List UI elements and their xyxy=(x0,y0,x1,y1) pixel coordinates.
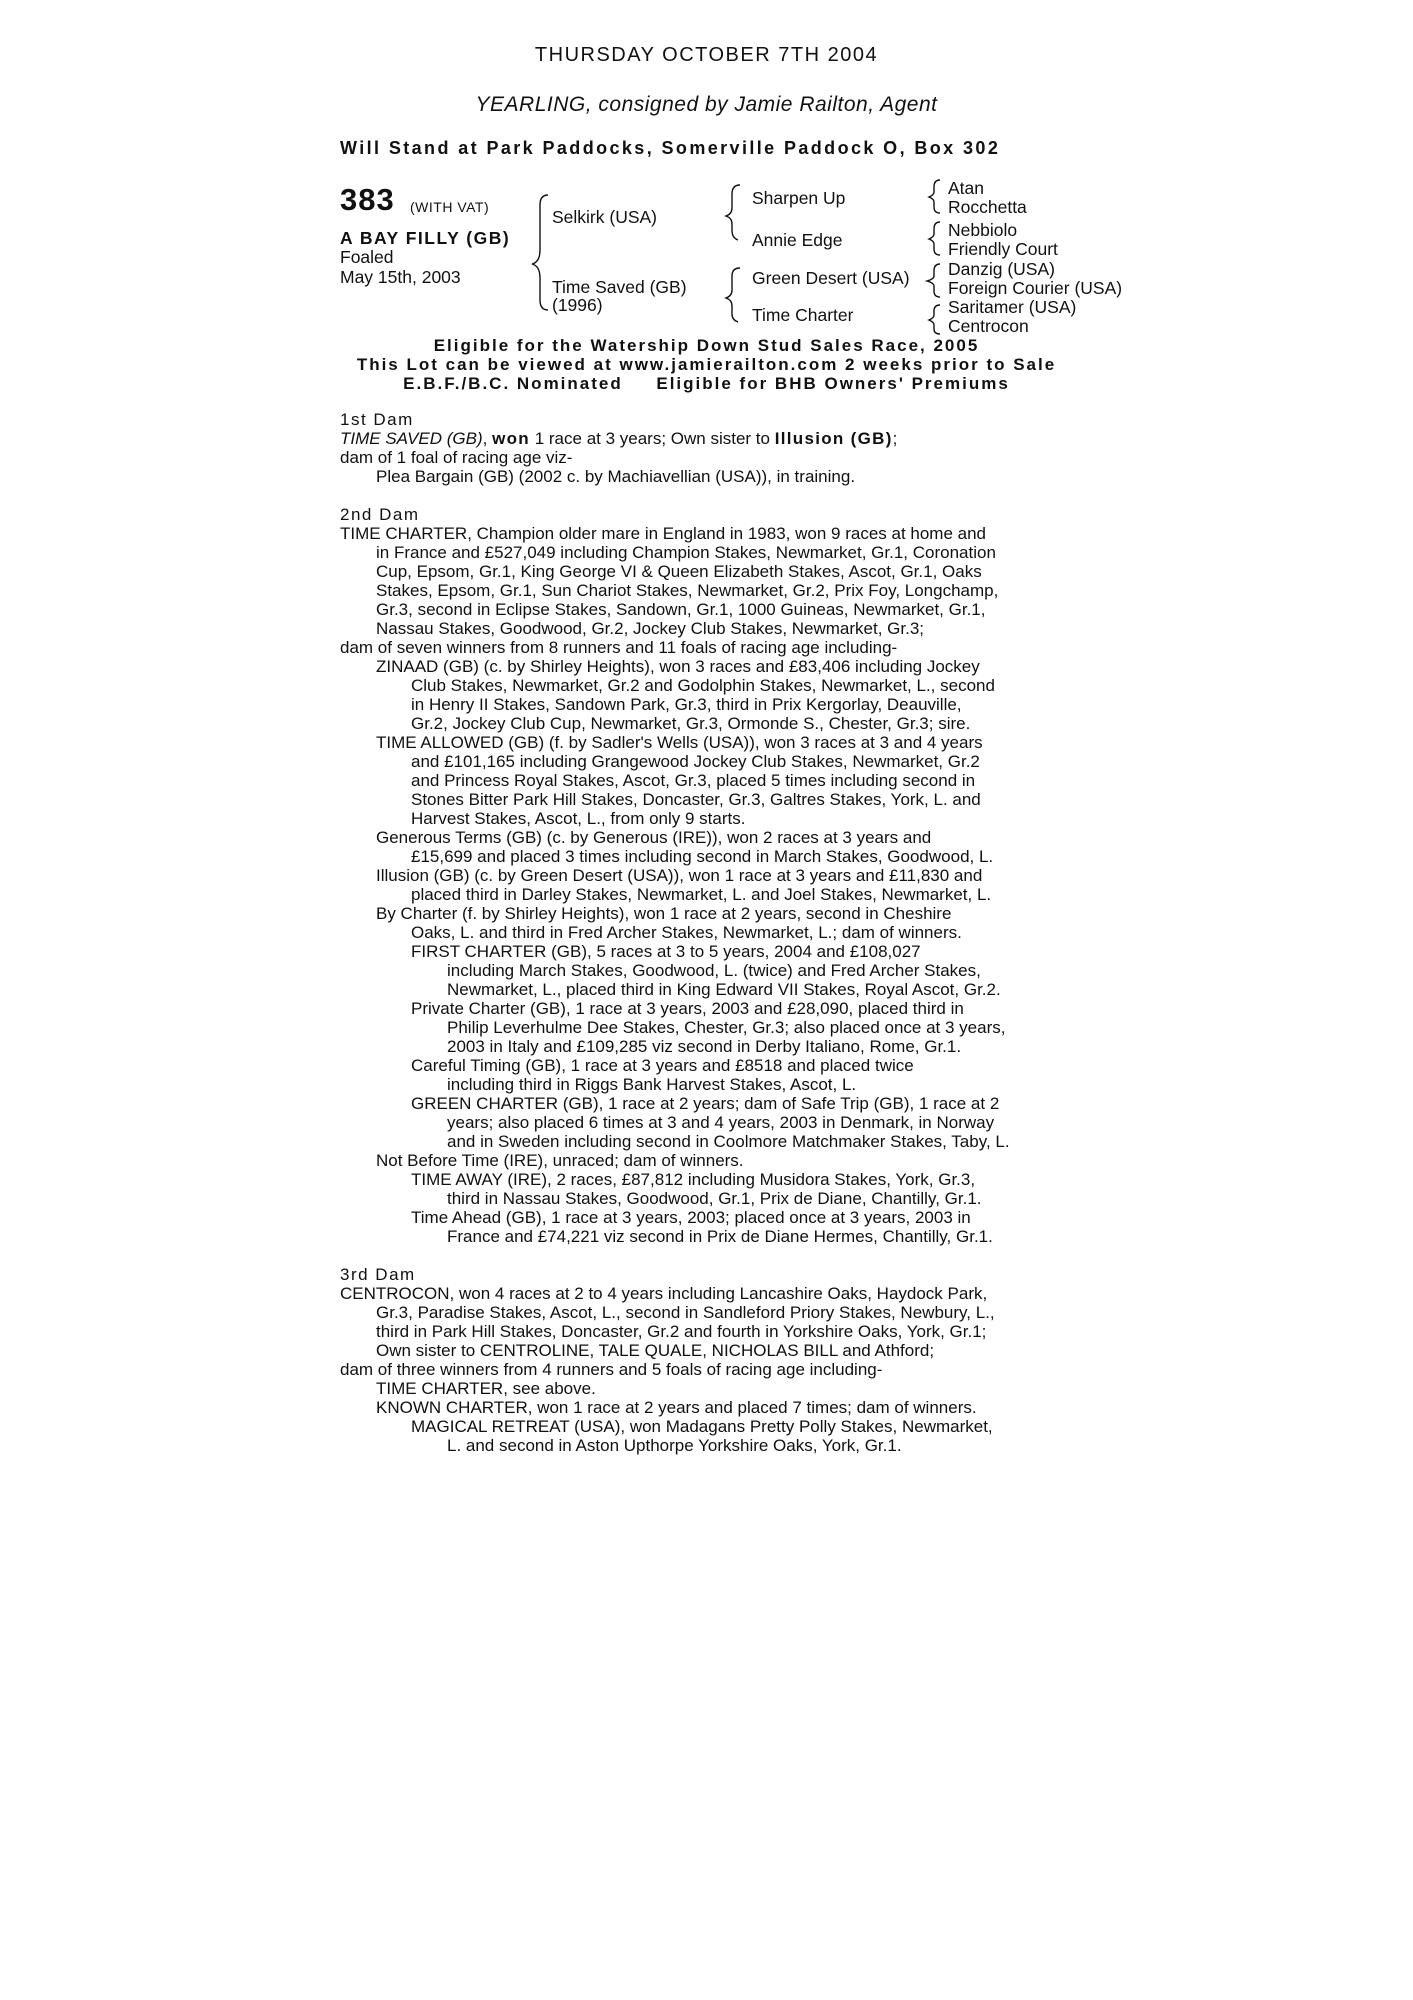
second-dam-line: Stakes, Epsom, Gr.1, Sun Chariot Stakes, Newmarket, Gr.2, Prix Foy, Longchamp, xyxy=(376,581,999,600)
second-dam-line: Private Charter (GB), 1 race at 3 years, 2003 and £28,090, placed third in xyxy=(411,999,964,1018)
second-dam-line: By Charter (f. by Shirley Heights), won 1 race at 2 years, second in Cheshire xyxy=(376,904,952,923)
second-dam-line: ZINAAD (GB) (c. by Shirley Heights), won 3 races and £83,406 including Jockey xyxy=(376,657,980,676)
bracket-dam xyxy=(726,268,740,322)
second-dam-line: Nassau Stakes, Goodwood, Gr.2, Jockey Club Stakes, Newmarket, Gr.3; xyxy=(376,619,925,638)
pedigree-brackets xyxy=(0,0,1413,340)
dam-name: Time Saved (GB) xyxy=(552,277,687,297)
second-dam-line: Newmarket, L., placed third in King Edward VII Stakes, Royal Ascot, Gr.2. xyxy=(447,980,1001,999)
ggp-3: Nebbiolo xyxy=(948,220,1018,240)
second-dam-line: Time Ahead (GB), 1 race at 3 years, 2003; placed once at 3 years, 2003 in xyxy=(411,1208,971,1227)
second-dam-line: Not Before Time (IRE), unraced; dam of winners. xyxy=(376,1151,744,1170)
second-dam-line: TIME AWAY (IRE), 2 races, £87,812 including Musidora Stakes, York, Gr.3, xyxy=(411,1170,976,1189)
dam-sire: Green Desert (USA) xyxy=(752,268,910,288)
second-dam-line: Generous Terms (GB) (c. by Generous (IRE)), won 2 races at 3 years and xyxy=(376,828,932,847)
sire-sire: Sharpen Up xyxy=(752,188,846,208)
third-dam-line: MAGICAL RETREAT (USA), won Madagans Pretty Polly Stakes, Newmarket, xyxy=(411,1417,993,1436)
third-dam-line: dam of three winners from 4 runners and 5 foals of racing age including- xyxy=(340,1360,883,1379)
third-dam-heading: 3rd Dam xyxy=(340,1265,416,1284)
second-dam-line: including third in Riggs Bank Harvest Stakes, Ascot, L. xyxy=(447,1075,857,1094)
first-dam-line: TIME SAVED (GB), won 1 race at 3 years; Own sister to Illusion (GB); xyxy=(340,429,898,448)
foaled-date: May 15th, 2003 xyxy=(340,267,461,287)
second-dam-line: including March Stakes, Goodwood, L. (twice) and Fred Archer Stakes, xyxy=(447,961,981,980)
ggp-6: Foreign Courier (USA) xyxy=(948,278,1123,298)
stand-location: Will Stand at Park Paddocks, Somerville Paddock O, Box 302 xyxy=(340,138,1001,158)
third-dam-line: Own sister to CENTROLINE, TALE QUALE, NICHOLAS BILL and Athford; xyxy=(376,1341,935,1360)
second-dam-line: third in Nassau Stakes, Goodwood, Gr.1, Prix de Diane, Chantilly, Gr.1. xyxy=(447,1189,982,1208)
second-dam-line: and in Sweden including second in Coolmore Matchmaker Stakes, Taby, L. xyxy=(447,1132,1010,1151)
second-dam-line: Cup, Epsom, Gr.1, King George VI & Queen Elizabeth Stakes, Ascot, Gr.1, Oaks xyxy=(376,562,982,581)
ggp-7: Saritamer (USA) xyxy=(948,297,1077,317)
third-dam-line: KNOWN CHARTER, won 1 race at 2 years and placed 7 times; dam of winners. xyxy=(376,1398,977,1417)
second-dam-line: in Henry II Stakes, Sandown Park, Gr.3, third in Prix Kergorlay, Deauville, xyxy=(411,695,962,714)
second-dam-line: France and £74,221 viz second in Prix de Diane Hermes, Chantilly, Gr.1. xyxy=(447,1227,993,1246)
third-dam-line: Gr.3, Paradise Stakes, Ascot, L., second in Sandleford Priory Stakes, Newbury, L., xyxy=(376,1303,995,1322)
third-dam-line: L. and second in Aston Upthorpe Yorkshire Oaks, York, Gr.1. xyxy=(447,1436,902,1455)
second-dam-line: Careful Timing (GB), 1 race at 3 years and £8518 and placed twice xyxy=(411,1056,914,1075)
second-dam-line: placed third in Darley Stakes, Newmarket, L. and Joel Stakes, Newmarket, L. xyxy=(411,885,992,904)
note-viewing: This Lot can be viewed at www.jamierailton.com 2 weeks prior to Sale xyxy=(356,355,1057,374)
lot-number: 383 xyxy=(340,182,395,217)
first-dam-line: dam of 1 foal of racing age viz- xyxy=(340,448,573,467)
third-dam-line: TIME CHARTER, see above. xyxy=(376,1379,596,1398)
third-dam-line: CENTROCON, won 4 races at 2 to 4 years including Lancashire Oaks, Haydock Park, xyxy=(340,1284,988,1303)
pedigree-table xyxy=(0,0,1413,340)
second-dam-line: and Princess Royal Stakes, Ascot, Gr.3, placed 5 times including second in xyxy=(411,771,976,790)
consignment-line: YEARLING, consigned by Jamie Railton, Agent xyxy=(475,93,938,116)
second-dam-line: 2003 in Italy and £109,285 viz second in Derby Italiano, Rome, Gr.1. xyxy=(447,1037,962,1056)
second-dam-line: and £101,165 including Grangewood Jockey Club Stakes, Newmarket, Gr.2 xyxy=(411,752,980,771)
dam-name-italic: TIME SAVED (GB) xyxy=(340,429,483,448)
second-dam-line: TIME CHARTER, Champion older mare in England in 1983, won 9 races at home and xyxy=(340,524,987,543)
second-dam-line: FIRST CHARTER (GB), 5 races at 3 to 5 years, 2004 and £108,027 xyxy=(411,942,921,961)
dam-year: (1996) xyxy=(552,295,603,315)
second-dam-line: Gr.3, second in Eclipse Stakes, Sandown, Gr.1, 1000 Guineas, Newmarket, Gr.1, xyxy=(376,600,986,619)
lot-description: A BAY FILLY (GB) xyxy=(340,228,511,248)
second-dam-line: in France and £527,049 including Champion Stakes, Newmarket, Gr.1, Coronation xyxy=(376,543,996,562)
bracket-ggp-3 xyxy=(927,264,940,297)
third-dam-line: third in Park Hill Stakes, Doncaster, Gr.2 and fourth in Yorkshire Oaks, York, Gr.1; xyxy=(376,1322,987,1341)
dam-dam: Time Charter xyxy=(752,305,854,325)
sale-notes xyxy=(0,336,1413,393)
second-dam-line: dam of seven winners from 8 runners and 11 foals of racing age including- xyxy=(340,638,898,657)
ggp-4: Friendly Court xyxy=(948,239,1058,259)
second-dam-heading: 2nd Dam xyxy=(340,505,420,524)
note-nominations: E.B.F./B.C. Nominated Eligible for BHB Owners' Premiums xyxy=(403,374,1010,393)
bracket-sire xyxy=(726,185,740,240)
vat-note: (WITH VAT) xyxy=(410,199,490,215)
bracket-ggp-2 xyxy=(929,222,940,255)
first-dam-heading: 1st Dam xyxy=(340,410,414,429)
bracket-ggp-1 xyxy=(929,180,940,213)
second-dam-line: TIME ALLOWED (GB) (f. by Sadler's Wells (USA)), won 3 races at 3 and 4 years xyxy=(376,733,983,752)
second-dam-line: Philip Leverhulme Dee Stakes, Chester, Gr.3; also placed once at 3 years, xyxy=(447,1018,1006,1037)
second-dam-line: years; also placed 6 times at 3 and 4 years, 2003 in Denmark, in Norway xyxy=(447,1113,995,1132)
sire-dam: Annie Edge xyxy=(752,230,843,250)
second-dam-line: Harvest Stakes, Ascot, L., from only 9 starts. xyxy=(411,809,746,828)
ggp-1: Atan xyxy=(948,178,984,198)
bracket-ggp-4 xyxy=(929,305,940,334)
ggp-8: Centrocon xyxy=(948,316,1029,336)
second-dam-line: Oaks, L. and third in Fred Archer Stakes, Newmarket, L.; dam of winners. xyxy=(411,923,962,942)
second-dam-line: £15,699 and placed 3 times including second in March Stakes, Goodwood, L. xyxy=(411,847,994,866)
ggp-5: Danzig (USA) xyxy=(948,259,1055,279)
second-dam-line: Stones Bitter Park Hill Stakes, Doncaster, Gr.3, Galtres Stakes, York, L. and xyxy=(411,790,981,809)
note-race-eligibility: Eligible for the Watership Down Stud Sales Race, 2005 xyxy=(433,336,980,355)
foaled-label: Foaled xyxy=(340,247,394,267)
ggp-2: Rocchetta xyxy=(948,197,1027,217)
second-dam-line: Club Stakes, Newmarket, Gr.2 and Godolphin Stakes, Newmarket, L., second xyxy=(411,676,995,695)
sale-date: THURSDAY OCTOBER 7TH 2004 xyxy=(534,44,879,66)
second-dam-line: Gr.2, Jockey Club Cup, Newmarket, Gr.3, Ormonde S., Chester, Gr.3; sire. xyxy=(411,714,971,733)
second-dam-line: GREEN CHARTER (GB), 1 race at 2 years; dam of Safe Trip (GB), 1 race at 2 xyxy=(411,1094,1000,1113)
sire-name: Selkirk (USA) xyxy=(552,207,658,227)
second-dam-line: Illusion (GB) (c. by Green Desert (USA)), won 1 race at 3 years and £11,830 and xyxy=(376,866,983,885)
first-dam-line: Plea Bargain (GB) (2002 c. by Machiavellian (USA)), in training. xyxy=(376,467,856,486)
bracket-lot xyxy=(532,195,548,310)
catalogue-body xyxy=(340,410,1080,1455)
